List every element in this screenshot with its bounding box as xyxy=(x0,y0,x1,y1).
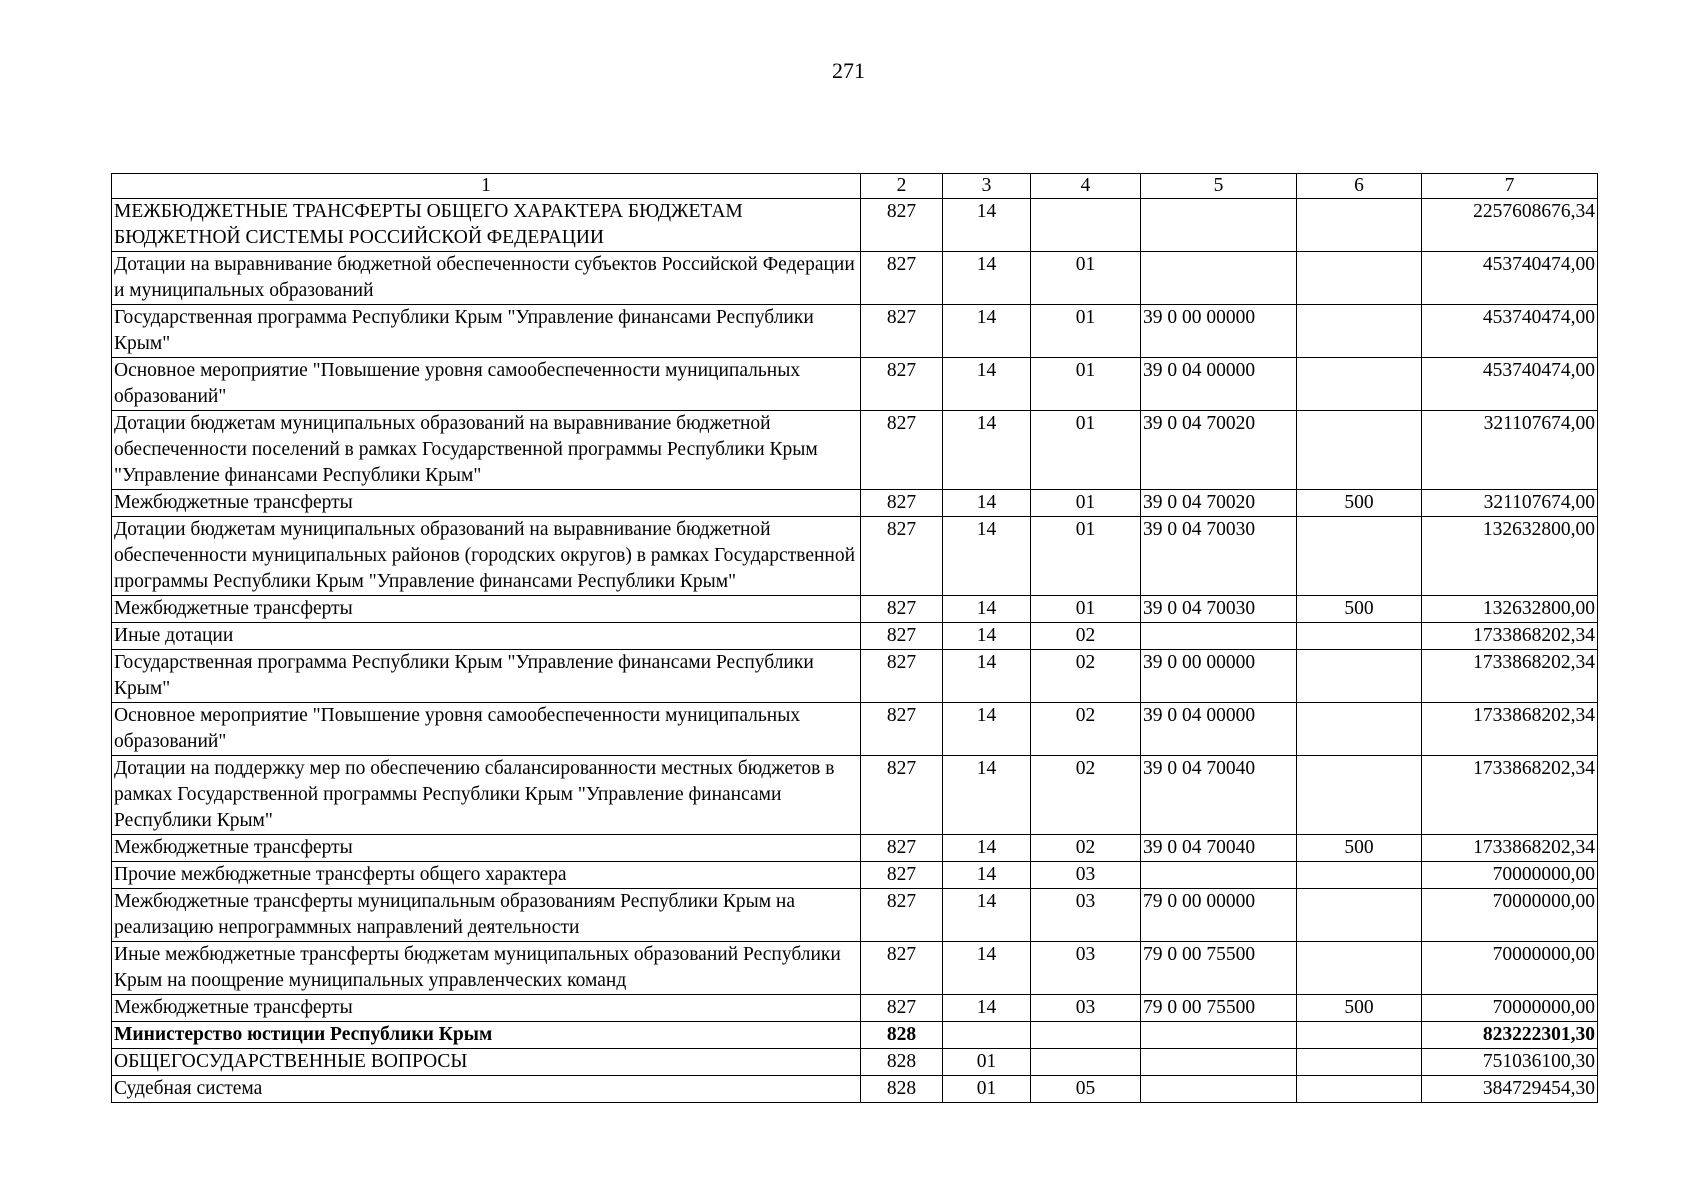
subsection-code: 02 xyxy=(1031,650,1141,703)
row-name: Иные межбюджетные трансферты бюджетам муниципальных образований Республики Крым на поощрение муниципальных управленческих команд xyxy=(112,942,861,995)
section-code: 14 xyxy=(943,623,1031,650)
section-code: 14 xyxy=(943,596,1031,623)
section-code: 14 xyxy=(943,358,1031,411)
target-article-code xyxy=(1141,623,1297,650)
table-row xyxy=(112,835,1598,862)
amount: 1733868202,34 xyxy=(1422,650,1598,703)
row-name: Основное мероприятие "Повышение уровня самообеспеченности муниципальных образований" xyxy=(112,358,861,411)
ministry-code: 827 xyxy=(861,623,943,650)
subsection-code: 03 xyxy=(1031,942,1141,995)
amount: 1733868202,34 xyxy=(1422,623,1598,650)
ministry-code: 827 xyxy=(861,199,943,252)
expense-type-code xyxy=(1297,305,1422,358)
column-header: 4 xyxy=(1031,174,1141,199)
subsection-code: 01 xyxy=(1031,596,1141,623)
section-code xyxy=(943,1022,1031,1049)
row-name: Дотации бюджетам муниципальных образований на выравнивание бюджетной обеспеченности муниципальных районов (городских округов) в рамках Государственной программы Республики Крым "Управление финансами Республики Крым" xyxy=(112,517,861,596)
ministry-code: 827 xyxy=(861,596,943,623)
amount: 1733868202,34 xyxy=(1422,835,1598,862)
table-row xyxy=(112,862,1598,889)
subsection-code xyxy=(1031,1049,1141,1076)
ministry-code: 827 xyxy=(861,411,943,490)
amount: 751036100,30 xyxy=(1422,1049,1598,1076)
row-name: Судебная система xyxy=(112,1076,861,1103)
table-row xyxy=(112,703,1598,756)
subsection-code: 01 xyxy=(1031,252,1141,305)
expense-type-code xyxy=(1297,623,1422,650)
expense-type-code: 500 xyxy=(1297,490,1422,517)
amount: 2257608676,34 xyxy=(1422,199,1598,252)
row-name: Дотации на выравнивание бюджетной обеспеченности субъектов Российской Федерации и муниципальных образований xyxy=(112,252,861,305)
amount: 453740474,00 xyxy=(1422,305,1598,358)
ministry-code: 828 xyxy=(861,1076,943,1103)
subsection-code: 01 xyxy=(1031,517,1141,596)
ministry-code: 827 xyxy=(861,703,943,756)
row-name: Дотации на поддержку мер по обеспечению сбалансированности местных бюджетов в рамках Государственной программы Республики Крым "Управление финансами Республики Крым" xyxy=(112,756,861,835)
subsection-code: 03 xyxy=(1031,889,1141,942)
ministry-code: 827 xyxy=(861,490,943,517)
expense-type-code xyxy=(1297,199,1422,252)
expense-type-code xyxy=(1297,889,1422,942)
section-code: 14 xyxy=(943,703,1031,756)
column-header: 3 xyxy=(943,174,1031,199)
expense-type-code xyxy=(1297,358,1422,411)
table-row xyxy=(112,252,1598,305)
ministry-code: 827 xyxy=(861,305,943,358)
ministry-code: 827 xyxy=(861,358,943,411)
target-article-code: 39 0 04 70040 xyxy=(1141,835,1297,862)
row-name: Министерство юстиции Республики Крым xyxy=(112,1022,861,1049)
target-article-code xyxy=(1141,1049,1297,1076)
amount: 70000000,00 xyxy=(1422,889,1598,942)
ministry-code: 827 xyxy=(861,889,943,942)
table-row xyxy=(112,596,1598,623)
table-row xyxy=(112,995,1598,1022)
ministry-code: 827 xyxy=(861,942,943,995)
table-row xyxy=(112,305,1598,358)
column-header: 6 xyxy=(1297,174,1422,199)
table-row xyxy=(112,1076,1598,1103)
target-article-code: 39 0 04 70030 xyxy=(1141,596,1297,623)
amount: 70000000,00 xyxy=(1422,942,1598,995)
table-row xyxy=(112,1022,1598,1049)
section-code: 14 xyxy=(943,942,1031,995)
table-row xyxy=(112,623,1598,650)
column-header: 1 xyxy=(112,174,861,199)
expense-type-code xyxy=(1297,942,1422,995)
expense-type-code: 500 xyxy=(1297,596,1422,623)
expense-type-code: 500 xyxy=(1297,995,1422,1022)
target-article-code: 39 0 04 00000 xyxy=(1141,703,1297,756)
section-code: 14 xyxy=(943,252,1031,305)
table-row xyxy=(112,1049,1598,1076)
amount: 70000000,00 xyxy=(1422,995,1598,1022)
ministry-code: 828 xyxy=(861,1049,943,1076)
ministry-code: 827 xyxy=(861,252,943,305)
target-article-code xyxy=(1141,199,1297,252)
table-row xyxy=(112,889,1598,942)
header-row xyxy=(112,174,1598,199)
expense-type-code: 500 xyxy=(1297,835,1422,862)
section-code: 14 xyxy=(943,305,1031,358)
subsection-code: 02 xyxy=(1031,835,1141,862)
row-name: Межбюджетные трансферты xyxy=(112,995,861,1022)
expense-type-code xyxy=(1297,650,1422,703)
target-article-code: 39 0 00 00000 xyxy=(1141,305,1297,358)
ministry-code: 827 xyxy=(861,517,943,596)
section-code: 01 xyxy=(943,1076,1031,1103)
subsection-code: 05 xyxy=(1031,1076,1141,1103)
section-code: 14 xyxy=(943,490,1031,517)
section-code: 14 xyxy=(943,411,1031,490)
target-article-code xyxy=(1141,1076,1297,1103)
column-header: 7 xyxy=(1422,174,1598,199)
amount: 823222301,30 xyxy=(1422,1022,1598,1049)
expense-type-code xyxy=(1297,1049,1422,1076)
target-article-code: 39 0 04 70030 xyxy=(1141,517,1297,596)
expense-type-code xyxy=(1297,862,1422,889)
target-article-code: 79 0 00 75500 xyxy=(1141,942,1297,995)
ministry-code: 827 xyxy=(861,862,943,889)
target-article-code: 79 0 00 00000 xyxy=(1141,889,1297,942)
target-article-code xyxy=(1141,862,1297,889)
column-header: 5 xyxy=(1141,174,1297,199)
row-name: Межбюджетные трансферты xyxy=(112,596,861,623)
section-code: 01 xyxy=(943,1049,1031,1076)
expense-type-code xyxy=(1297,1022,1422,1049)
expense-type-code xyxy=(1297,517,1422,596)
ministry-code: 827 xyxy=(861,650,943,703)
amount: 321107674,00 xyxy=(1422,411,1598,490)
target-article-code: 39 0 04 00000 xyxy=(1141,358,1297,411)
amount: 453740474,00 xyxy=(1422,358,1598,411)
table-row xyxy=(112,650,1598,703)
target-article-code xyxy=(1141,1022,1297,1049)
amount: 132632800,00 xyxy=(1422,596,1598,623)
row-name: Прочие межбюджетные трансферты общего характера xyxy=(112,862,861,889)
ministry-code: 827 xyxy=(861,995,943,1022)
ministry-code: 827 xyxy=(861,835,943,862)
row-name: Межбюджетные трансферты муниципальным образованиям Республики Крым на реализацию непрограммных направлений деятельности xyxy=(112,889,861,942)
ministry-code: 828 xyxy=(861,1022,943,1049)
table-row xyxy=(112,199,1598,252)
subsection-code: 02 xyxy=(1031,703,1141,756)
subsection-code: 02 xyxy=(1031,756,1141,835)
table-row xyxy=(112,517,1598,596)
subsection-code xyxy=(1031,199,1141,252)
target-article-code: 39 0 04 70040 xyxy=(1141,756,1297,835)
table-row xyxy=(112,490,1598,517)
target-article-code: 39 0 04 70020 xyxy=(1141,411,1297,490)
expense-type-code xyxy=(1297,1076,1422,1103)
section-code: 14 xyxy=(943,517,1031,596)
section-code: 14 xyxy=(943,756,1031,835)
amount: 384729454,30 xyxy=(1422,1076,1598,1103)
subsection-code xyxy=(1031,1022,1141,1049)
section-code: 14 xyxy=(943,862,1031,889)
row-name: Государственная программа Республики Крым "Управление финансами Республики Крым" xyxy=(112,650,861,703)
target-article-code xyxy=(1141,252,1297,305)
subsection-code: 02 xyxy=(1031,623,1141,650)
budget-table xyxy=(111,173,1598,1103)
column-header: 2 xyxy=(861,174,943,199)
expense-type-code xyxy=(1297,756,1422,835)
table-row xyxy=(112,942,1598,995)
subsection-code: 03 xyxy=(1031,862,1141,889)
amount: 321107674,00 xyxy=(1422,490,1598,517)
section-code: 14 xyxy=(943,995,1031,1022)
table-row xyxy=(112,411,1598,490)
row-name: Межбюджетные трансферты xyxy=(112,490,861,517)
expense-type-code xyxy=(1297,252,1422,305)
row-name: Дотации бюджетам муниципальных образований на выравнивание бюджетной обеспеченности поселений в рамках Государственной программы Республики Крым "Управление финансами Республики Крым" xyxy=(112,411,861,490)
target-article-code: 39 0 00 00000 xyxy=(1141,650,1297,703)
section-code: 14 xyxy=(943,889,1031,942)
row-name: МЕЖБЮДЖЕТНЫЕ ТРАНСФЕРТЫ ОБЩЕГО ХАРАКТЕРА БЮДЖЕТАМ БЮДЖЕТНОЙ СИСТЕМЫ РОССИЙСКОЙ ФЕДЕРАЦИИ xyxy=(112,199,861,252)
table-body xyxy=(112,199,1598,1103)
row-name: Иные дотации xyxy=(112,623,861,650)
subsection-code: 01 xyxy=(1031,490,1141,517)
row-name: Основное мероприятие "Повышение уровня самообеспеченности муниципальных образований" xyxy=(112,703,861,756)
expense-type-code xyxy=(1297,703,1422,756)
page-number: 271 xyxy=(832,58,865,83)
subsection-code: 01 xyxy=(1031,411,1141,490)
ministry-code: 827 xyxy=(861,756,943,835)
table-row xyxy=(112,756,1598,835)
row-name: ОБЩЕГОСУДАРСТВЕННЫЕ ВОПРОСЫ xyxy=(112,1049,861,1076)
target-article-code: 39 0 04 70020 xyxy=(1141,490,1297,517)
expense-type-code xyxy=(1297,411,1422,490)
section-code: 14 xyxy=(943,835,1031,862)
amount: 453740474,00 xyxy=(1422,252,1598,305)
row-name: Государственная программа Республики Крым "Управление финансами Республики Крым" xyxy=(112,305,861,358)
amount: 1733868202,34 xyxy=(1422,703,1598,756)
subsection-code: 01 xyxy=(1031,358,1141,411)
row-name: Межбюджетные трансферты xyxy=(112,835,861,862)
section-code: 14 xyxy=(943,650,1031,703)
amount: 70000000,00 xyxy=(1422,862,1598,889)
amount: 132632800,00 xyxy=(1422,517,1598,596)
subsection-code: 01 xyxy=(1031,305,1141,358)
section-code: 14 xyxy=(943,199,1031,252)
subsection-code: 03 xyxy=(1031,995,1141,1022)
target-article-code: 79 0 00 75500 xyxy=(1141,995,1297,1022)
amount: 1733868202,34 xyxy=(1422,756,1598,835)
table-row xyxy=(112,358,1598,411)
